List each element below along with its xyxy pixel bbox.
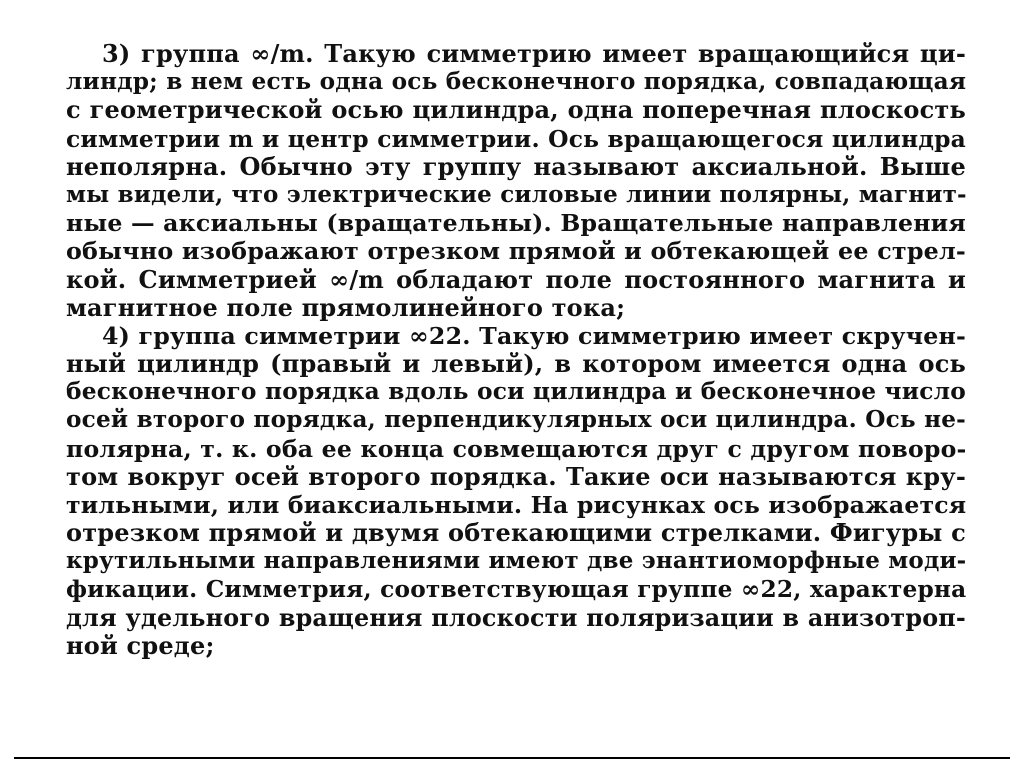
text-line: 3) группа ∞/m. Такую симметрию имеет вращающийся ци- xyxy=(102,39,966,68)
text-line: ные — аксиальны (вращательны). Вращательные направления xyxy=(66,209,966,238)
text-line: обычно изображают отрезком прямой и обтекающей ее стрел- xyxy=(66,237,966,266)
text-line: ный цилиндр (правый и левый), в котором имеется одна ось xyxy=(66,349,966,379)
text-line: 4) группа симметрии ∞22. Такую симметрию имеет скручен- xyxy=(102,321,966,350)
text-line: для удельного вращения плоскости поляризации в анизотроп- xyxy=(66,603,966,632)
scanned-text-block xyxy=(66,40,966,660)
text-line: магнитное поле прямолинейного тока; xyxy=(66,292,626,322)
text-line: полярна, т. к. оба ее конца совмещаются друг с другом поворо- xyxy=(66,434,967,463)
text-line: бесконечного порядка вдоль оси цилиндра и бесконечное число xyxy=(66,378,967,406)
text-line: тильными, или биаксиальными. На рисунках ось изображается xyxy=(66,491,967,519)
text-line: осей второго порядка, перпендикулярных оси цилиндра. Ось не- xyxy=(66,406,966,434)
bottom-border-line xyxy=(14,757,1010,759)
text-line: симметрии m и центр симметрии. Ось вращающегося цилиндра xyxy=(66,124,966,153)
text-line: мы видели, что электрические силовые линии полярны, магнит- xyxy=(66,180,967,208)
text-line: крутильными направлениями имеют две энантиоморфные моди- xyxy=(66,547,967,575)
text-line: фикации. Симметрия, соответствующая группе ∞22, характерна xyxy=(66,575,967,603)
text-line: отрезком прямой и двумя обтекающими стрелками. Фигуры с xyxy=(66,518,966,548)
text-line: линдр; в нем есть одна ось бесконечного порядка, совпадающая xyxy=(66,68,967,96)
text-line: неполярна. Обычно эту группу называют аксиальной. Выше xyxy=(66,151,966,181)
text-line: том вокруг осей второго порядка. Такие оси называются кру- xyxy=(66,461,966,491)
text-line: ной среде; xyxy=(66,630,215,660)
text-line: кой. Симметрией ∞/m обладают поле постоянного магнита и xyxy=(66,264,966,294)
text-line: с геометрической осью цилиндра, одна поперечная плоскость xyxy=(66,95,966,125)
